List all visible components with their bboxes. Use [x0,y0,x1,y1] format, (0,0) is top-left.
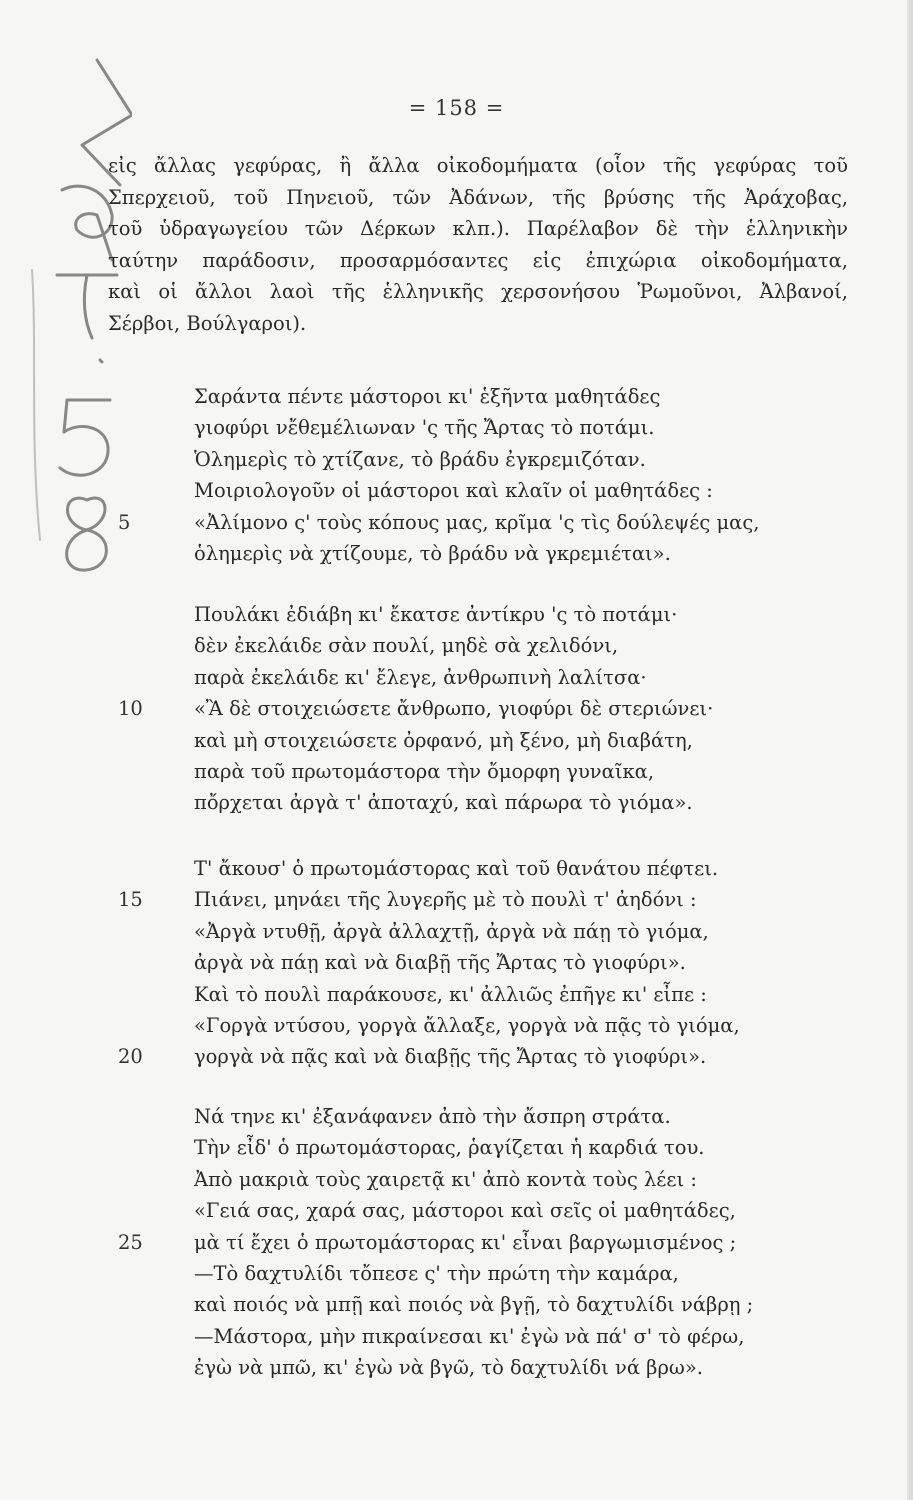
verse-text: «Γειά σας, χαρά σας, μάστοροι καὶ σεῖς οἱ μαθητάδες, [194,1199,736,1223]
verse-text: ἐγὼ νὰ μπῶ, κι' ἐγὼ νὰ βγῶ, τὸ δαχτυλίδι νά βρω». [194,1356,703,1380]
verse-line [0,760,913,791]
verse-line [0,1014,913,1045]
line-number: 10 [118,697,143,721]
verse-line [0,666,913,697]
verse-line [0,920,913,951]
line-number: 25 [118,1230,143,1254]
verse-text: —Τὸ δαχτυλίδι τὄπεσε ς' τὴν πρώτη τὴν καμάρα, [194,1261,679,1285]
verse-line [0,1325,913,1356]
verse-line [0,1168,913,1199]
verse-line [0,634,913,665]
verse-line [0,857,913,888]
verse-text: ὁλημερὶς νὰ χτίζουμε, τὸ βράδυ νὰ γκρεμιέται». [194,541,671,565]
verse-line [0,1045,913,1076]
verse-text: μὰ τί ἔχει ὁ πρωτομάστορας κι' εἶναι βαργωμισμένος ; [194,1230,737,1254]
verse-line [0,1199,913,1230]
verse-text: καὶ ποιός νὰ μπῇ καὶ ποιός νὰ βγῇ, τὸ δαχτυλίδι νάβρῃ ; [194,1293,754,1317]
verse-line [0,385,913,416]
verse-text: Τ' ἄκουσ' ὁ πρωτομάστορας καὶ τοῦ θανάτου πέφτει. [194,857,719,880]
verse-text: Ἀπὸ μακριὰ τοὺς χαιρετᾷ κι' ἀπὸ κοντὰ τοὺς λέει : [194,1167,697,1191]
verse-line [0,1136,913,1167]
verse-text: Πιάνει, μηνάει τῆς λυγερῆς μὲ τὸ πουλὶ τ' ἀηδόνι : [194,888,697,912]
verse-line [0,603,913,634]
verse-stanza-3 [0,857,913,1077]
verse-line [0,951,913,982]
verse-line [0,511,913,542]
verse-text: Πουλάκι ἐδιάβη κι' ἔκατσε ἀντίκρυ 'ς τὸ ποτάμι· [194,603,678,626]
prose-line: ταύτην παράδοσιν, προσαρμόσαντες εἰς ἐπιχώρια οἰκοδομήματα, [108,248,848,272]
verse-text: —Μάστορα, μὴν πικραίνεσαι κι' ἐγὼ νὰ πά' σ' τὸ φέρω, [194,1324,745,1348]
verse-line [0,479,913,510]
verse-line [0,542,913,573]
verse-text: παρὰ τοῦ πρωτομάστορα τὴν ὄμορφη γυναῖκα, [194,759,655,783]
verse-text: Μοιριολογοῦν οἱ μάστοροι καὶ κλαῖν οἱ μαθητάδες : [194,479,713,503]
verse-line [0,1293,913,1324]
verse-text: δὲν ἐκελάιδε σὰν πουλί, μηδὲ σὰ χελιδόνι, [194,634,619,658]
verse-text: ἀργὰ νὰ πάῃ καὶ νὰ διαβῇ τῆς Ἄρτας τὸ γιοφύρι». [194,951,686,975]
verse-text: Σαράντα πέντε μάστοροι κι' ἑξῆντα μαθητάδες [194,385,661,408]
verse-line [0,1105,913,1136]
verse-line [0,888,913,919]
verse-line [0,1231,913,1262]
verse-stanza-1 [0,385,913,573]
verse-text: Τὴν εἶδ' ὁ πρωτομάστορας, ῥαγίζεται ἡ καρδιά του. [194,1136,705,1160]
verse-line [0,1356,913,1387]
prose-line: Σπερχειοῦ, τοῦ Πηνειοῦ, τῶν Ἀδάνων, τῆς βρύσης τῆς Ἀράχοβας, [108,185,848,209]
verse-text: «Γοργὰ ντύσου, γοργὰ ἄλλαξε, γοργὰ νὰ πᾷς τὸ γιόμα, [194,1013,740,1037]
verse-stanza-4 [0,1105,913,1388]
verse-text: «Ἀργὰ ντυθῇ, ἀργὰ ἀλλαχτῇ, ἀργὰ νὰ πάῃ τὸ γιόμα, [194,919,709,943]
verse-line [0,697,913,728]
verse-text: γιοφύρι νἔθεμέλιωναν 'ς τῆς Ἄρτας τὸ ποτάμι. [194,416,655,440]
verse-line [0,983,913,1014]
prose-line: εἰς ἄλλας γεφύρας, ἢ ἄλλα οἰκοδομήματα (οἷον τῆς γεφύρας τοῦ [108,154,848,177]
verse-text: γοργὰ νὰ πᾷς καὶ νὰ διαβῇς τῆς Ἄρτας τὸ γιοφύρι». [194,1045,707,1069]
verse-text: καὶ μὴ στοιχειώσετε ὀρφανό, μὴ ξένο, μὴ διαβάτη, [194,728,693,752]
verse-text: «Ἂ δὲ στοιχειώσετε ἄνθρωπο, γιοφύρι δὲ στεριώνει· [194,697,714,721]
verse-line [0,416,913,447]
page-number: = 158 = [408,96,505,120]
verse-line [0,791,913,822]
line-number: 5 [118,510,131,534]
verse-line [0,448,913,479]
prose-line: Σέρβοι, Βούλγαροι). [108,311,307,335]
verse-text: Νά τηνε κι' ἐξανάφανεν ἀπὸ τὴν ἄσπρη στράτα. [194,1105,671,1128]
verse-line [0,1262,913,1293]
verse-text: «Ἀλίμονο ς' τοὺς κόπους μας, κρῖμα 'ς τὶς δούλεψές μας, [194,510,760,534]
prose-line: τοῦ ὑδραγωγείου τῶν Δέρκων κλπ.). Παρέλαβον δὲ τὴν ἑλληνικὴν [108,217,848,241]
verse-text: παρὰ ἐκελάιδε κι' ἔλεγε, ἀνθρωπινὴ λαλίτσα· [194,665,647,689]
verse-line [0,729,913,760]
verse-text: Καὶ τὸ πουλὶ παράκουσε, κι' ἀλλιῶς ἐπῆγε κι' εἶπε : [194,982,707,1006]
prose-line: καὶ οἱ ἄλλοι λαοὶ τῆς ἑλληνικῆς χερσονήσου Ῥωμοῦνοι, Ἀλβανοί, [108,280,848,304]
verse-text: Ὁλημερὶς τὸ χτίζανε, τὸ βράδυ ἐγκρεμιζόταν. [194,447,646,471]
line-number: 15 [118,888,143,912]
verse-stanza-2 [0,603,913,823]
verse-text: πὄρχεται ἀργὰ τ' ἀποταχύ, καὶ πάρωρα τὸ γιόμα». [194,791,693,815]
prose-paragraph [108,150,848,340]
line-number: 20 [118,1045,143,1069]
